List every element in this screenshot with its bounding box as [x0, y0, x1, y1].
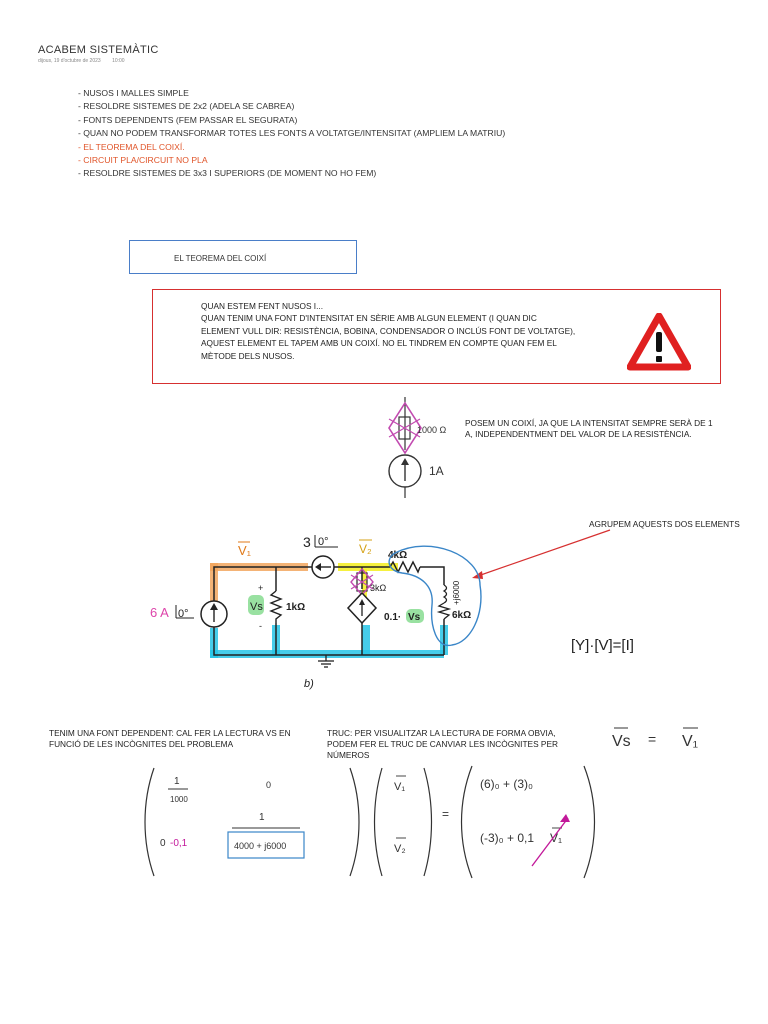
warning-line: AQUEST ELEMENT EL TAPEM AMB UN COIXÍ. NO EL TINDREM EN COMPTE QUAN FEM EL: [201, 338, 557, 349]
cushion-note: POSEM UN COIXÍ, JA QUE LA INTENSITAT SEMPRE SERÀ DE 1 A, INDEPENDENTMENT DEL VALOR DE LA RESISTÈNCIA.: [465, 418, 713, 439]
dep-source-coef: 0.1·: [384, 612, 402, 623]
vs-label: Vs: [250, 601, 263, 613]
resistor-6k-label: 6kΩ: [452, 610, 472, 621]
page-meta: [38, 58, 135, 64]
vs-plus: +: [258, 583, 264, 593]
y22-den: 4000 + j6000: [234, 841, 287, 851]
circuit-caption: b): [304, 678, 314, 690]
cushion-resistor-label: 1000 Ω: [417, 425, 447, 435]
source-top-angle: 0°: [318, 536, 329, 548]
resistor-3k-label: 3kΩ: [370, 583, 387, 593]
warning-icon: [627, 313, 691, 371]
topic-item-highlighted: - CIRCUIT PLA/CIRCUIT NO PLA: [78, 154, 505, 167]
v-vector-bottom: V₂: [394, 843, 406, 855]
topic-item-highlighted: - EL TEOREMA DEL COIXÍ.: [78, 141, 505, 154]
source-top-value: 3: [303, 534, 311, 550]
resistor-6k: [439, 603, 449, 619]
warning-line: QUAN TENIM UNA FONT D'INTENSITAT EN SÈRIE AMB ALGUN ELEMENT (I QUAN DIC: [201, 313, 537, 324]
y22-num: 1: [259, 812, 265, 823]
source-left-value: 6 A: [150, 605, 169, 620]
warning-line: ELEMENT VULL DIR: RESISTÈNCIA, BOBINA, CONDENSADOR O INCLÚS FONT DE VOLTATGE),: [201, 325, 576, 336]
topic-item: - RESOLDRE SISTEMES DE 2x2 (ADELA SE CABREA): [78, 100, 505, 113]
section-title: EL TEOREMA DEL COIXÍ: [174, 254, 267, 263]
group-note: AGRUPEM AQUESTS DOS ELEMENTS: [589, 519, 740, 529]
hand-eq-eq: =: [648, 731, 657, 747]
inductor: [444, 585, 447, 603]
matrix-equation: [Y]·[V]=[I]: [571, 637, 634, 654]
warning-line: QUAN ESTEM FENT NUSOS I...: [201, 301, 324, 311]
y21-a: 0: [160, 838, 166, 849]
strike-arrow: [532, 818, 568, 866]
i-vector-bottom-a: (-3)₀ + 0,1: [480, 831, 534, 845]
page-date: dijous, 19 d'octubre de 2023: [38, 58, 101, 64]
vs-minus: -: [259, 621, 262, 631]
resistor-1k-label: 1kΩ: [286, 602, 306, 613]
v2-label: V₂: [359, 542, 372, 556]
cushion-source-label: 1A: [429, 464, 444, 478]
trick-note: TRUC: PER VISUALITZAR LA LECTURA DE FORMA OBVIA, PODEM FER EL TRUC DE CANVIAR LES INCÒGNITES PER NÚMEROS: [327, 728, 558, 760]
resistor-1k: [271, 591, 281, 623]
v-vector-top: V₁: [394, 781, 406, 793]
pointer-arrow: [475, 530, 610, 577]
vs-equals-v1: [608, 722, 718, 752]
i-vector-top: (6)₀ + (3)₀: [480, 777, 533, 791]
page-time: 10:00: [112, 58, 125, 64]
matrix-system: [140, 762, 610, 882]
y12: 0: [266, 780, 272, 790]
y11-den: 1000: [170, 795, 188, 804]
page-title: ACABEM SISTEMÀTIC: [38, 44, 159, 56]
cushion-sketch: [376, 395, 466, 500]
warning-box: [152, 289, 721, 384]
y21-b: -0,1: [170, 838, 188, 849]
topic-item: - QUAN NO PODEM TRANSFORMAR TOTES LES FONTS A VOLTATGE/INTENSITAT (AMPLIEM LA MATRIU): [78, 127, 505, 140]
warning-line: MÈTODE DELS NUSOS.: [201, 350, 295, 361]
warning-text: [201, 300, 621, 362]
i-vector-bottom-b: V₁: [550, 831, 563, 845]
matrix-equals: =: [442, 807, 450, 821]
topic-item: - NUSOS I MALLES SIMPLE: [78, 87, 505, 100]
source-left-angle: 0°: [178, 608, 189, 620]
inductor-label: +j6000: [452, 580, 461, 605]
topic-item: - FONTS DEPENDENTS (FEM PASSAR EL SEGURATA): [78, 114, 505, 127]
hand-eq-rhs: V₁: [682, 733, 699, 750]
hand-eq-lhs: Vs: [612, 733, 631, 750]
dependent-source-note: TENIM UNA FONT DEPENDENT: CAL FER LA LECTURA VS EN FUNCIÓ DE LES INCÒGNITES DEL PROBLEMA: [49, 728, 291, 749]
v1-label: V₁: [238, 543, 252, 558]
y11-num: 1: [174, 776, 180, 787]
topics-list: [78, 87, 505, 181]
topic-item: - RESOLDRE SISTEMES DE 3x3 I SUPERIORS (DE MOMENT NO HO FEM): [78, 167, 505, 180]
section-title-box: [129, 240, 357, 274]
resistor-4k-label: 4kΩ: [388, 550, 408, 561]
circuit-diagram: [140, 525, 750, 693]
dep-source-vs: Vs: [408, 612, 421, 623]
